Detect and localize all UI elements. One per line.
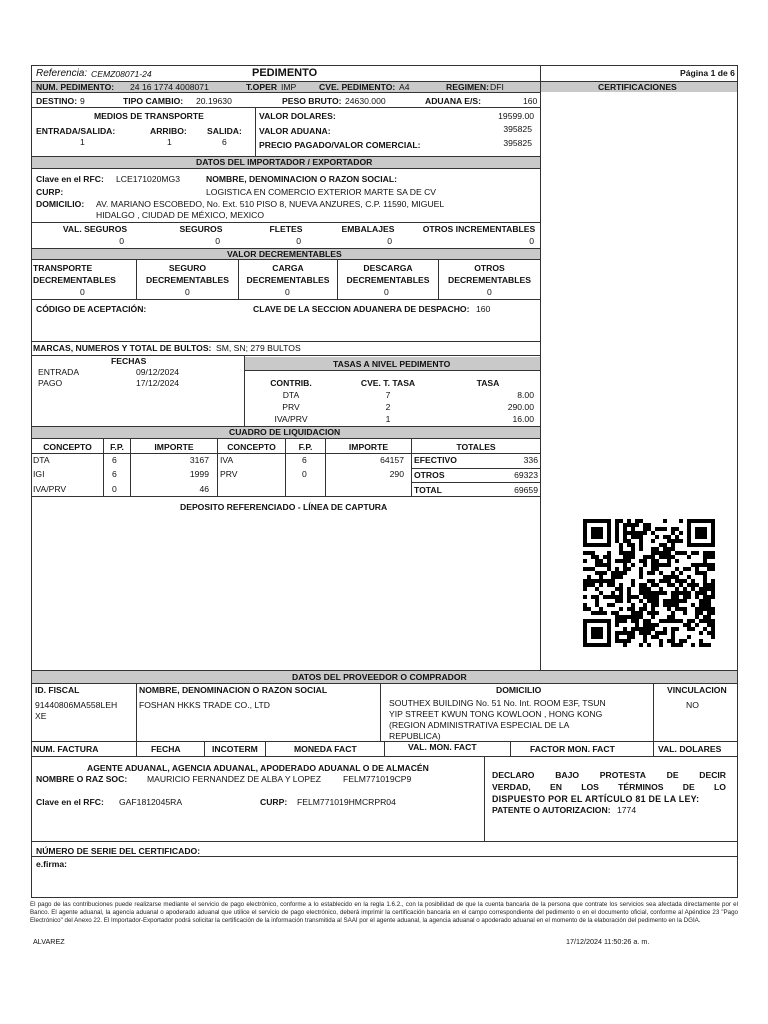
salida-value: 6 <box>222 137 227 147</box>
tasa-cve-ivaprv: 1 <box>385 414 391 424</box>
razon-social-label: NOMBRE, DENOMINACION O RAZON SOCIAL: <box>206 174 397 184</box>
rfc-label: Clave en el RFC: <box>36 174 104 184</box>
tasa-value-prv: 290.00 <box>507 402 534 412</box>
descarga-decr-header-1: DESCARGA <box>363 263 413 273</box>
tasa-contrib-prv: PRV <box>282 402 300 412</box>
liquidacion-title: CUADRO DE LIQUIDACION <box>229 427 341 437</box>
liq-left-fp-2: 0 <box>112 484 117 494</box>
importador-title: DATOS DEL IMPORTADOR / EXPORTADOR <box>196 157 373 167</box>
codigo-aceptacion-label: CÓDIGO DE ACEPTACIÓN: <box>36 304 147 314</box>
id-fiscal-label: ID. FISCAL <box>35 685 80 695</box>
regimen-label: REGIMEN: <box>446 82 489 92</box>
entrada-salida-value: 1 <box>80 137 85 147</box>
rfc-value: LCE171020MG3 <box>116 174 181 184</box>
fletes-header: FLETES <box>269 224 303 234</box>
regimen-value: DFI <box>490 82 504 92</box>
total-otros-value: 69323 <box>514 470 538 480</box>
domicilio-line-2: HIDALGO , CIUDAD DE MÉXICO, MEXICO <box>96 210 265 220</box>
val-seguros-header: VAL. SEGUROS <box>62 224 128 234</box>
num-pedimento-value: 24 16 1774 4008071 <box>130 82 209 92</box>
destino-label: DESTINO: <box>36 96 78 106</box>
declaro-line-3: DISPUESTO POR EL ARTÍCULO 81 DE LA LEY: <box>492 794 700 804</box>
agente-curp-label: CURP: <box>260 797 288 807</box>
curp-label: CURP: <box>36 187 64 197</box>
razon-social-value: LOGISTICA EN COMERCIO EXTERIOR MARTE SA DE CV <box>206 187 437 197</box>
liq-concepto-header-1: CONCEPTO <box>43 442 92 452</box>
toper-label: T.OPER <box>246 82 278 92</box>
liq-left-concepto-0: DTA <box>33 455 50 465</box>
transporte-title: MEDIOS DE TRANSPORTE <box>94 111 204 121</box>
declaro-word: VERDAD, <box>492 782 531 792</box>
seguros-header: SEGUROS <box>179 224 223 234</box>
aduana-label: ADUANA E/S: <box>425 96 482 106</box>
declaro-word: DE <box>666 770 679 780</box>
liq-concepto-header-2: CONCEPTO <box>227 442 276 452</box>
seguros-value: 0 <box>215 236 220 246</box>
total-efectivo-value: 336 <box>523 455 538 465</box>
domicilio-label: DOMICILIO: <box>36 199 85 209</box>
liq-left-fp-0: 6 <box>112 455 117 465</box>
proveedor-domicilio-label: DOMICILIO <box>496 685 542 695</box>
marcas-label: MARCAS, NUMEROS Y TOTAL DE BULTOS: <box>33 343 212 353</box>
tipo-cambio-value: 20.19630 <box>196 96 232 106</box>
liq-left-concepto-2: IVA/PRV <box>33 484 67 494</box>
declaro-word: LO <box>714 782 726 792</box>
aduana-value: 160 <box>523 96 538 106</box>
liq-fp-header-1: F.P. <box>110 442 124 452</box>
referencia-label: Referencia: <box>36 68 88 79</box>
efirma-label: e.firma: <box>36 859 68 869</box>
patente-value: 1774 <box>617 805 637 815</box>
marcas-value: SM, SN; 279 BULTOS <box>216 343 301 353</box>
num-factura-header: NUM. FACTURA <box>33 744 99 754</box>
domicilio-line-1: AV. MARIANO ESCOBEDO, No. Ext. 510 PISO 8, NUEVA ANZURES, C.P. 11590, MIGUEL <box>96 199 445 209</box>
incoterm-header: INCOTERM <box>212 744 258 754</box>
declaro-word: EN <box>549 782 562 792</box>
document-title: PEDIMENTO <box>252 67 318 79</box>
arribo-label: ARRIBO: <box>150 126 187 136</box>
declaro-word: PROTESTA <box>599 770 646 780</box>
moneda-fact-header: MONEDA FACT <box>294 744 357 754</box>
cve-tasa-header: CVE. T. TASA <box>360 378 416 388</box>
patente-label: PATENTE O AUTORIZACION: <box>492 805 611 815</box>
proveedor-domicilio-line-1: SOUTHEX BUILDING No. 51 No. Int. ROOM E3F, TSUN <box>389 698 606 708</box>
cve-pedimento-label: CVE. PEDIMENTO: <box>319 82 396 92</box>
otros-decr-header-2: DECREMENTABLES <box>448 275 531 285</box>
decrementables-title: VALOR DECREMENTABLES <box>227 249 342 259</box>
total-otros-label: OTROS <box>414 470 445 480</box>
liq-left-importe-1: 1999 <box>189 469 209 479</box>
total-efectivo-label: EFECTIVO <box>414 455 457 465</box>
tasa-cve-prv: 2 <box>385 402 391 412</box>
agente-rfc-value: GAF1812045RA <box>119 797 183 807</box>
fechas-title: FECHAS <box>111 356 147 366</box>
footer-timestamp: 17/12/2024 11:50:26 a. m. <box>566 937 650 946</box>
referencia-value: CEMZ08071-24 <box>91 69 152 79</box>
footer-user: ALVAREZ <box>33 937 65 946</box>
liq-right-concepto-1: PRV <box>220 469 238 479</box>
liq-right-fp-1: 0 <box>302 469 307 479</box>
fletes-value: 0 <box>296 236 301 246</box>
tasa-contrib-dta: DTA <box>282 390 300 400</box>
transporte-decr-header-1: TRANSPORTE <box>33 263 93 273</box>
proveedor-domicilio-line-3: (REGION ADMINISTRATIVA ESPECIAL DE LA <box>389 720 570 730</box>
destino-value: 9 <box>80 96 85 106</box>
val-seguros-value: 0 <box>119 236 124 246</box>
page-number: Página 1 de 6 <box>680 68 735 78</box>
transporte-decr-value: 0 <box>80 287 85 297</box>
tasa-value-dta: 8.00 <box>517 390 534 400</box>
toper-value: IMP <box>281 82 297 92</box>
total-label: TOTAL <box>414 485 442 495</box>
fecha-factura-header: FECHA <box>151 744 181 754</box>
seguro-decr-header-1: SEGURO <box>168 263 207 273</box>
precio-pagado-value: 395825 <box>503 138 532 148</box>
liq-left-fp-1: 6 <box>112 469 117 479</box>
fecha-pago-value: 17/12/2024 <box>136 378 180 388</box>
tasas-title: TASAS A NIVEL PEDIMENTO <box>333 359 451 369</box>
numero-serie-label: NÚMERO DE SERIE DEL CERTIFICADO: <box>36 846 201 856</box>
carga-decr-value: 0 <box>285 287 290 297</box>
liq-right-concepto-0: IVA <box>220 455 234 465</box>
entrada-salida-label: ENTRADA/SALIDA: <box>36 126 116 136</box>
fecha-entrada-label: ENTRADA <box>38 367 80 377</box>
declaro-word: TÉRMINOS <box>618 782 664 792</box>
legal-notice: El pago de las contribuciones puede realizarse mediante el servicio de pago electrónico, conforme a lo establecido en la regla 1.6.2., con la posibilidad de que la cuenta bancaria de la persona que contrate los servicios sea afectada directamente por el Banco. El agente aduanal, la agencia aduanal o apoderado aduanal que utilice el servicio de pago electrónico, deberá imprimir la certificación bancaria en el campo correspondiente del pedimento o en el documento oficial, conforme al Apéndice 23 "Pago Electrónico" del Anexo 22. El Importador-Exportador podrá solicitar la certificación de la información transmitida al SAAI por el agente aduanal, la agencia aduanal o apoderado aduanal en el momento de la elaboración del pedimento en la DGIA. <box>30 901 738 925</box>
liq-left-concepto-1: IGI <box>33 469 45 479</box>
vinculacion-label: VINCULACION <box>667 685 727 695</box>
proveedor-domicilio-line-2: YIP STREET KWUN TONG KOWLOON , HONG KONG <box>389 709 603 719</box>
fecha-pago-label: PAGO <box>38 378 63 388</box>
id-fiscal-line-2: XE <box>35 711 47 721</box>
agente-curp-value: FELM771019HMCRPR04 <box>297 797 396 807</box>
tipo-cambio-label: TIPO CAMBIO: <box>123 96 184 106</box>
tasa-header: TASA <box>476 378 500 388</box>
precio-pagado-label: PRECIO PAGADO/VALOR COMERCIAL: <box>259 140 421 150</box>
liq-right-fp-0: 6 <box>302 455 307 465</box>
total-value: 69659 <box>514 485 538 495</box>
valor-dolares-label: VALOR DOLARES: <box>259 111 336 121</box>
proveedor-nombre-value: FOSHAN HKKS TRADE CO., LTD <box>139 700 270 710</box>
liq-left-importe-0: 3167 <box>189 455 209 465</box>
proveedor-title: DATOS DEL PROVEEDOR O COMPRADOR <box>292 672 467 682</box>
liq-totales-header: TOTALES <box>456 442 496 452</box>
liq-left-importe-2: 46 <box>199 484 209 494</box>
liq-importe-header-1: IMPORTE <box>154 442 194 452</box>
seguro-decr-value: 0 <box>185 287 190 297</box>
otros-decr-value: 0 <box>487 287 492 297</box>
valor-dolares-value: 19599.00 <box>498 111 534 121</box>
declaro-word: BAJO <box>555 770 580 780</box>
declaro-word: DE <box>682 782 695 792</box>
liq-importe-header-2: IMPORTE <box>348 442 389 452</box>
valor-aduana-label: VALOR ADUANA: <box>259 126 331 136</box>
contrib-header: CONTRIB. <box>270 378 312 388</box>
otros-decr-header-1: OTROS <box>474 263 505 273</box>
id-fiscal-line-1: 91440806MA558LEH <box>35 700 118 710</box>
agente-nombre-value: MAURICIO FERNANDEZ DE ALBA Y LOPEZ <box>147 774 321 784</box>
proveedor-domicilio-line-4: REPUBLICA) <box>389 731 441 741</box>
vinculacion-value: NO <box>686 700 699 710</box>
liq-fp-header-2: F.P. <box>298 442 313 452</box>
arribo-value: 1 <box>167 137 172 147</box>
proveedor-nombre-label: NOMBRE, DENOMINACION O RAZON SOCIAL <box>139 685 328 695</box>
declaro-line-1 <box>492 771 726 780</box>
val-mon-fact-header: VAL. MON. FACT <box>408 742 477 752</box>
agente-rfc-label: Clave en el RFC: <box>36 797 104 807</box>
liq-right-importe-1: 290 <box>389 469 404 479</box>
deposito-title: DEPOSITO REFERENCIADO - LÍNEA DE CAPTURA <box>180 502 388 512</box>
val-dolares-header: VAL. DOLARES <box>658 744 722 754</box>
transporte-decr-header-2: DECREMENTABLES <box>33 275 116 285</box>
declaro-word: DECIR <box>699 770 726 780</box>
liq-right-importe-0: 64157 <box>380 455 404 465</box>
declaro-word: LOS <box>581 782 599 792</box>
declaro-line-2 <box>492 783 726 792</box>
certificaciones-title: CERTIFICACIONES <box>598 82 677 92</box>
descarga-decr-header-2: DECREMENTABLES <box>346 275 430 285</box>
factor-mon-fact-header: FACTOR MON. FACT <box>530 744 615 754</box>
fecha-entrada-value: 09/12/2024 <box>136 367 180 377</box>
descarga-decr-value: 0 <box>384 287 389 297</box>
otros-incrementables-header: OTROS INCREMENTABLES <box>422 224 536 234</box>
agente-nombre-rfc: FELM771019CP9 <box>343 774 412 784</box>
num-pedimento-label: NUM. PEDIMENTO: <box>36 82 115 92</box>
tasa-value-ivaprv: 16.00 <box>512 414 534 424</box>
tasa-contrib-ivaprv: IVA/PRV <box>274 414 308 424</box>
peso-bruto-label: PESO BRUTO: <box>282 96 342 106</box>
carga-decr-header-1: CARGA <box>272 263 304 273</box>
agente-nombre-label: NOMBRE O RAZ SOC: <box>36 774 128 784</box>
agente-title: AGENTE ADUANAL, AGENCIA ADUANAL, APODERADO ADUANAL O DE ALMACÉN <box>87 763 429 773</box>
carga-decr-header-2: DECREMENTABLES <box>246 275 330 285</box>
embalajes-value: 0 <box>387 236 392 246</box>
valor-aduana-value: 395825 <box>503 124 532 134</box>
seguro-decr-header-2: DECREMENTABLES <box>146 275 229 285</box>
salida-label: SALIDA: <box>207 126 242 136</box>
clave-seccion-label: CLAVE DE LA SECCION ADUANERA DE DESPACHO: <box>253 304 470 314</box>
otros-incrementables-value: 0 <box>529 236 534 246</box>
cve-pedimento-value: A4 <box>399 82 410 92</box>
tasa-cve-dta: 7 <box>385 390 391 400</box>
embalajes-header: EMBALAJES <box>341 224 395 234</box>
qr-code-icon <box>583 519 715 647</box>
clave-seccion-value: 160 <box>476 304 491 314</box>
declaro-word: DECLARO <box>492 770 535 780</box>
peso-bruto-value: 24630.000 <box>345 96 386 106</box>
